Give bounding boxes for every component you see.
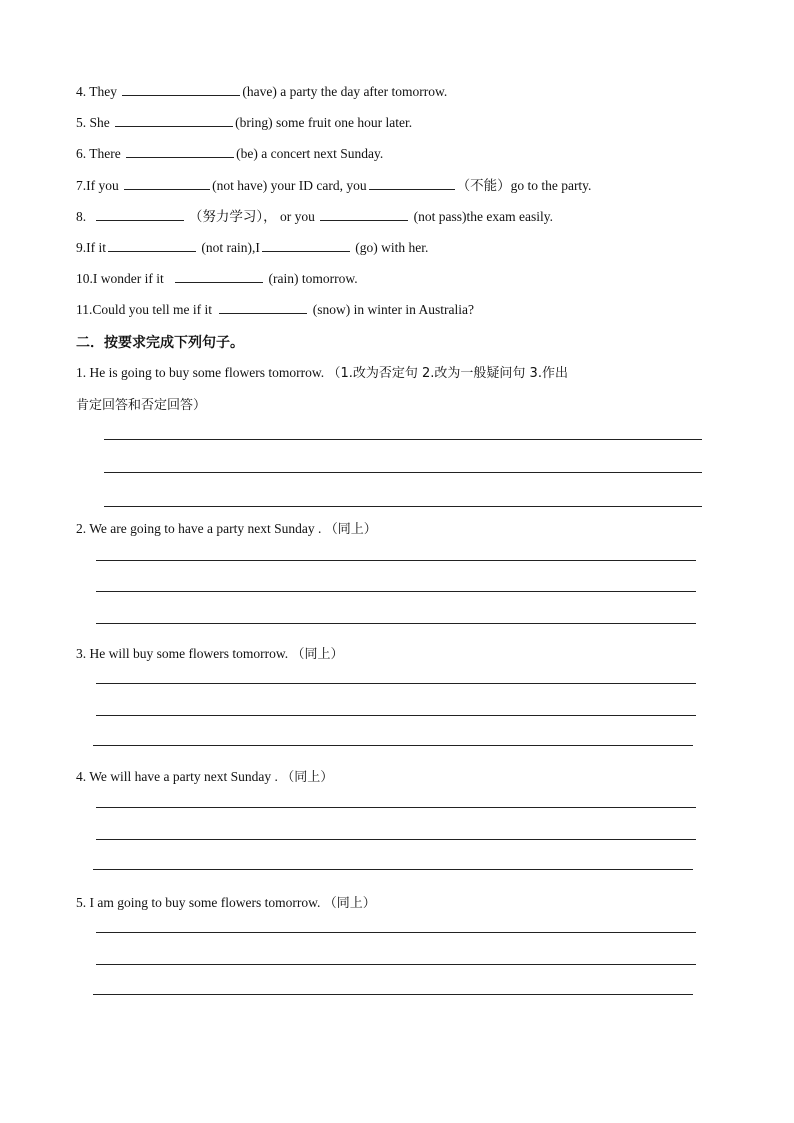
answer-line[interactable] [96, 839, 696, 840]
exercise-line-5 [76, 114, 412, 132]
answer-line[interactable] [104, 506, 702, 507]
answer-blank[interactable] [96, 208, 184, 221]
exercise-line-11 [76, 301, 474, 319]
answer-blank[interactable] [126, 145, 234, 158]
exercise-line-4 [76, 83, 447, 101]
answer-blank[interactable] [219, 301, 307, 314]
question-instruction: （同上） [323, 896, 376, 911]
answer-line[interactable] [96, 715, 696, 716]
answer-blank[interactable] [175, 270, 263, 283]
answer-line[interactable] [96, 560, 696, 561]
rewrite-question-3 [76, 645, 343, 664]
question-text: 2. We are going to have a party next Sunday . [76, 521, 322, 536]
question-text: 4. We will have a party next Sunday . [76, 769, 278, 784]
answer-line[interactable] [93, 869, 693, 870]
line-prefix: 4. They [76, 84, 117, 99]
answer-blank[interactable] [115, 114, 233, 127]
line-prefix: 11.Could you tell me if it [76, 302, 212, 317]
answer-line[interactable] [96, 932, 696, 933]
answer-blank[interactable] [320, 208, 408, 221]
line-suffix: (snow) in winter in Australia? [312, 302, 474, 317]
answer-blank[interactable] [369, 177, 455, 190]
line-prefix: 7.If you [76, 178, 119, 193]
answer-line[interactable] [96, 807, 696, 808]
line-middle: (not rain),I [201, 240, 260, 255]
question-text: 3. He will buy some flowers tomorrow. [76, 646, 289, 661]
line-suffix: (have) a party the day after tomorrow. [242, 84, 448, 99]
line-prefix: 8. [76, 209, 87, 224]
line-suffix: （不能）go to the party. [456, 178, 592, 193]
answer-blank[interactable] [122, 83, 240, 96]
line-suffix: (not pass)the exam easily. [413, 209, 553, 224]
question-text: 1. He is going to buy some flowers tomorrow. [76, 365, 325, 380]
answer-blank[interactable] [108, 239, 196, 252]
section-title: 二．按要求完成下列句子。 [76, 335, 244, 351]
exercise-line-10 [76, 270, 358, 288]
answer-blank[interactable] [262, 239, 350, 252]
line-prefix: 5. She [76, 115, 110, 130]
exercise-line-8 [76, 208, 553, 226]
question-text: 5. I am going to buy some flowers tomorrow. [76, 895, 321, 910]
exercise-line-9 [76, 239, 428, 257]
line-prefix: 6. There [76, 146, 121, 161]
rewrite-question-5 [76, 894, 376, 913]
exercise-line-7 [76, 177, 591, 195]
answer-line[interactable] [104, 439, 702, 440]
answer-line[interactable] [96, 964, 696, 965]
line-prefix: 10.I wonder if it [76, 271, 164, 286]
answer-line[interactable] [93, 745, 693, 746]
rewrite-question-4 [76, 768, 333, 787]
line-suffix: (rain) tomorrow. [268, 271, 358, 286]
question-instruction: （同上） [324, 522, 377, 537]
question-instruction: （同上） [291, 647, 344, 662]
line-middle: (not have) your ID card, you [212, 178, 367, 193]
question-instruction: （同上） [281, 770, 334, 785]
question-instruction: （1.改为否定句 2.改为一般疑问句 3.作出 [327, 366, 568, 381]
exercise-line-6 [76, 145, 383, 163]
answer-line[interactable] [96, 683, 696, 684]
line-prefix: 9.If it [76, 240, 106, 255]
rewrite-question-1 [76, 364, 568, 383]
answer-line[interactable] [96, 623, 696, 624]
rewrite-question-2 [76, 520, 377, 539]
line-middle: （努力学习）， or you [188, 209, 315, 224]
line-suffix: (go) with her. [355, 240, 429, 255]
answer-line[interactable] [96, 591, 696, 592]
line-suffix: (be) a concert next Sunday. [236, 146, 384, 161]
answer-line[interactable] [93, 994, 693, 995]
line-suffix: (bring) some fruit one hour later. [235, 115, 413, 130]
question-instruction-continued: 肯定回答和否定回答） [76, 398, 207, 413]
answer-blank[interactable] [124, 177, 210, 190]
answer-line[interactable] [104, 472, 702, 473]
